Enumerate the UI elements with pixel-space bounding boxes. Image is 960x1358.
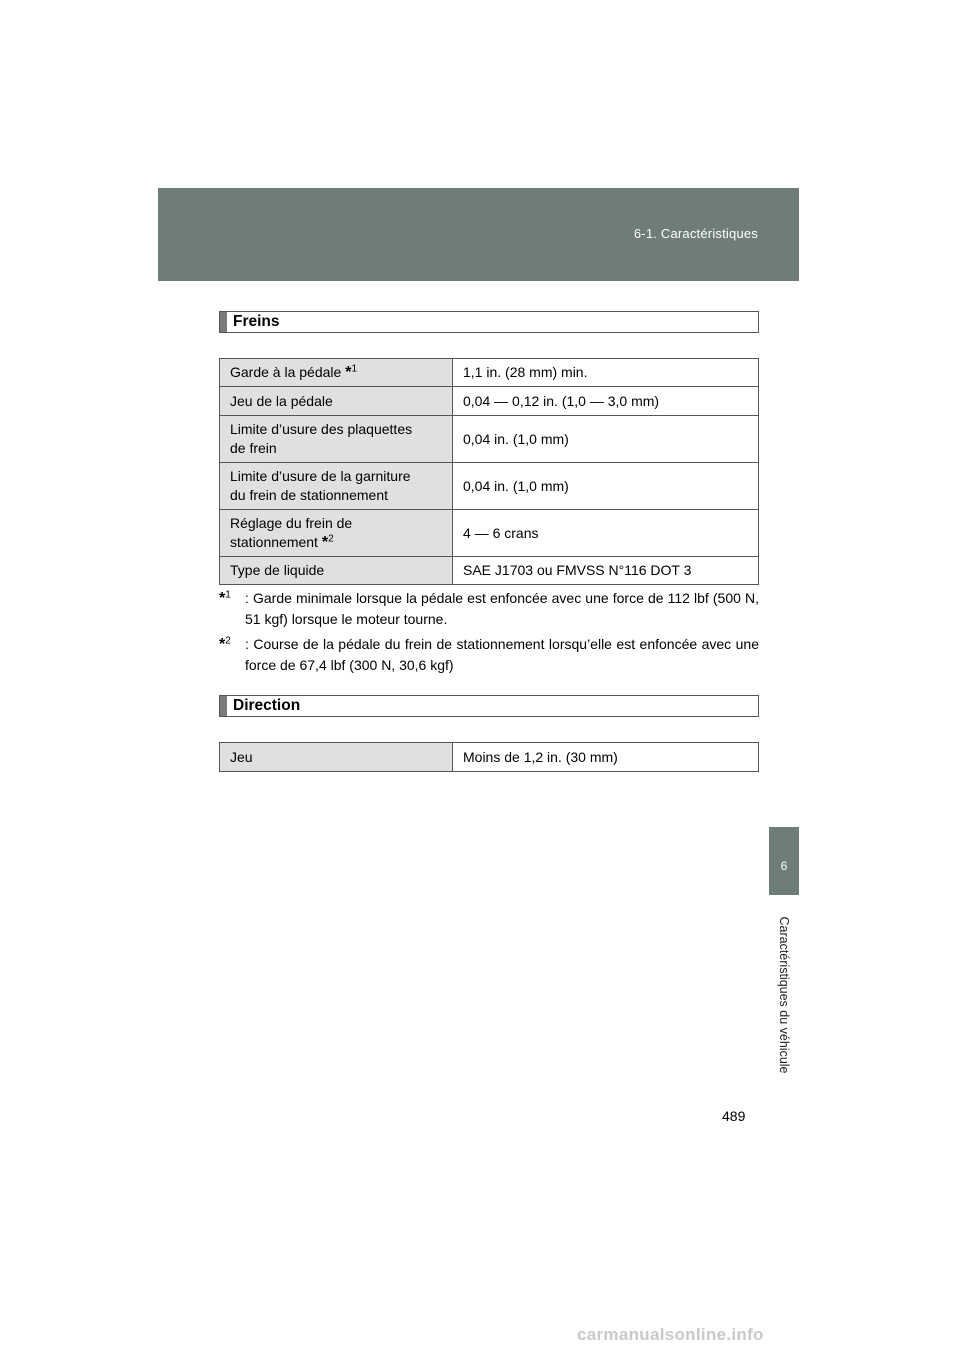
chapter-header (158, 188, 799, 281)
footnote-marker: * (345, 364, 352, 381)
table-row (220, 387, 759, 416)
page-number: 489 (722, 1108, 746, 1124)
chapter-side-label: Caractéristiques du véhicule (777, 916, 791, 1074)
freins-table (219, 358, 759, 585)
heading-marker (220, 696, 227, 716)
freins-title: Freins (233, 313, 280, 330)
row-label: Garde à la pédale *$^1$ (220, 359, 453, 387)
freins-heading (219, 311, 759, 333)
table-row (220, 557, 759, 585)
direction-table (219, 742, 759, 772)
table-row (220, 743, 759, 772)
chapter-tab (769, 827, 799, 895)
row-label: Jeu de la pédale (220, 387, 453, 416)
direction-heading (219, 695, 759, 717)
row-label: Type de liquide (220, 557, 453, 585)
footnote-marker: * (219, 636, 226, 653)
row-label: Jeu (220, 743, 453, 772)
table-row (220, 359, 759, 387)
row-value: SAE J1703 ou FMVSS N°116 DOT 3 (453, 557, 759, 585)
row-value: 1,1 in. (28 mm) min. (453, 359, 759, 387)
row-label: Limite d’usure des plaquettes de frein (220, 416, 453, 463)
row-label: Réglage du frein de stationnement *$^2$ (220, 510, 453, 557)
row-value: 0,04 — 0,12 in. (1,0 — 3,0 mm) (453, 387, 759, 416)
watermark: carmanualsonline.info (577, 1325, 764, 1344)
direction-title: Direction (233, 697, 301, 714)
table-row (220, 463, 759, 510)
footnote-2: *$^2$ : Course de la pédale du frein de stationnement lorsqu’elle est enfoncée avec une force de 67,4 lbf (300 N, 30,6 kgf) (219, 634, 759, 676)
section-title: 6-1. Caractéristiques (633, 226, 758, 241)
footnote-marker: * (321, 534, 329, 551)
table-row (220, 416, 759, 463)
heading-marker (220, 312, 227, 332)
row-value: 0,04 in. (1,0 mm) (453, 463, 759, 510)
footnote-text: : Course de la pédale du frein de stationnement lorsqu’elle est enfoncée avec une force de 67,4 lbf (300 N, 30,6 kgf) (245, 636, 759, 673)
footnote-text: : Garde minimale lorsque la pédale est enfoncée avec une force de 112 lbf (500 N, 51 kgf) lorsque le moteur tourne. (245, 590, 759, 627)
row-label: Limite d’usure de la garniture du frein de stationnement (220, 463, 453, 510)
footnote-marker: * (219, 590, 226, 607)
row-value: Moins de 1,2 in. (30 mm) (453, 743, 759, 772)
row-value: 0,04 in. (1,0 mm) (453, 416, 759, 463)
chapter-number: 6 (780, 859, 788, 873)
row-value: 4 — 6 crans (453, 510, 759, 557)
footnote-1: *$^1$ : Garde minimale lorsque la pédale est enfoncée avec une force de 112 lbf (500 N, 51 kgf) lorsque le moteur tourne. (219, 588, 759, 630)
table-row (220, 510, 759, 557)
